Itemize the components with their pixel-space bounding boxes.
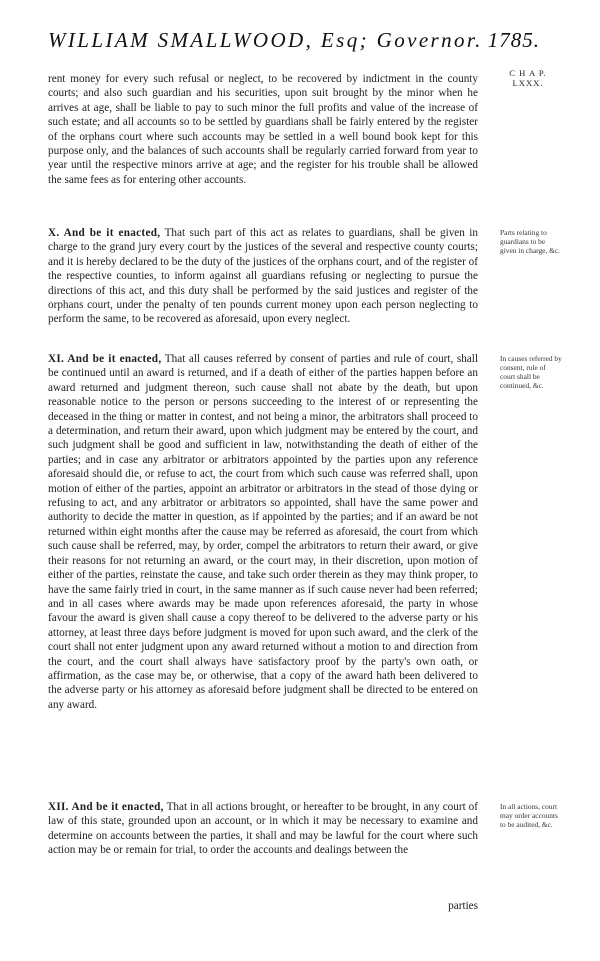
catchword: parties [448, 900, 478, 912]
section-xii-lead: XII. And be it enacted, [48, 801, 164, 813]
margin-note-guardians: Parts relating to guardians to be given in charge, &c. [500, 228, 560, 255]
section-x-text: That such part of this act as relates to guardians, shall be given in charge to the grand jury every court by the justices of the several and respective county courts; and it is hereby declared to be the duty of the justices of the orphans court, and of the register of the respective counties, to inform against all guardians refusing or neglecting to pursue the directions of this act, and this duty shall be performed by the said justices and register of the orphans court, under the penalty of ten pounds current money upon each person neglecting to perform the same, to be recovered as aforesaid, upon every neglect. [48, 227, 478, 326]
section-xii [48, 800, 478, 858]
section-xi-text: That all causes referred by consent of parties and rule of court, shall be continued until an award is returned, and if a death of either of the parties happen before an award returned and judgment thereon, such cause shall not abate by the death, but upon reasonable notice to the person or persons succeeding to the interest of or representing the deceased in the thing or matter in contest, and not being a minor, the arbitrators shall proceed to a determination, and return their award, upon which judgment may be entered by the court, and such judgment shall be good and sufficient in law, notwithstanding the death of either of the parties; and in case any arbitrator or arbitrators appointed by the parties upon any reference aforesaid should die, or refuse to act, the court from which such cause was referred shall, upon motion of either of the parties, appoint an arbitrator or arbitrators in the stead of those dying or refusing to act, and any arbitrator or arbitrators so appointed, shall have the same power and authority to decide the matter in question, as if appointed by the parties; and if an award be not returned within eight months after the cause may be referred as aforesaid, the court from which such cause shall be referred, may, by order, compel the arbitrators to return their award, or give their reasons for not returning an award, or the court may, in their discretion, upon motion of either of the parties, reinstate the cause, and take such order therein as they may think proper, to have the same fairly tried in court, in the same manner as if such cause never had been referred; and in all cases where awards may be made upon references aforesaid, the party in whose favour the award is given shall cause a copy thereof to be delivered to the adverse party or his attorney, at least three days before judgment is moved for upon such award, and the clerk of the court shall not enter judgment upon any award returned without a motion to and direction from the court, and the court shall always have satisfactory proof by the party's own oath, or affirmation, as the case may be, or otherwise, that a copy of the award hath been delivered to the adverse party or his attorney as aforesaid before judgment shall be directed to be entered on any award. [48, 353, 478, 711]
section-xi-lead: XI. And be it enacted, [48, 353, 162, 365]
header-title: WILLIAM SMALLWOOD, Esq; Governor. [48, 28, 483, 52]
section-xii-text: That in all actions brought, or hereafter to be brought, in any court of law of this state, grounded upon an account, or in which it may be necessary to examine and determine on accounts between the parties, it shall and may be lawful for the court where such action may be or remain for trial, to order the accounts and dealings between the [48, 801, 478, 857]
running-header [48, 28, 540, 60]
chapter-marker [500, 68, 556, 88]
margin-note-accounts: In all actions, court may order accounts to be audited, &c. [500, 802, 558, 829]
paragraph-continuation [48, 72, 478, 187]
section-x [48, 226, 478, 327]
chapter-number: LXXX. [512, 78, 544, 88]
section-xi [48, 352, 478, 712]
section-x-lead: X. And be it enacted, [48, 227, 161, 239]
paragraph-text: rent money for every such refusal or neglect, to be recovered by indictment in the county courts; and also such guardian and his securities, upon suit brought by the minor when he arrives at age, shall be liable to pay to such minor the full profits and value of the increase of such estate; and all accounts so to be settled by guardians shall be fairly entered by the register of the orphans court where such accounts may be settled in a well bound book kept for this purpose only, and the balances of such accounts shall be regularly carried forward from year to year until the respective minors arrive at age; and the register for his trouble shall be allowed the same fees as for entering other accounts. [48, 73, 478, 186]
header-year: 1785. [487, 28, 540, 52]
chapter-label: C H A P. [509, 68, 547, 78]
margin-note-causes: In causes referred by consent, rule of court shall be continued, &c. [500, 354, 562, 390]
